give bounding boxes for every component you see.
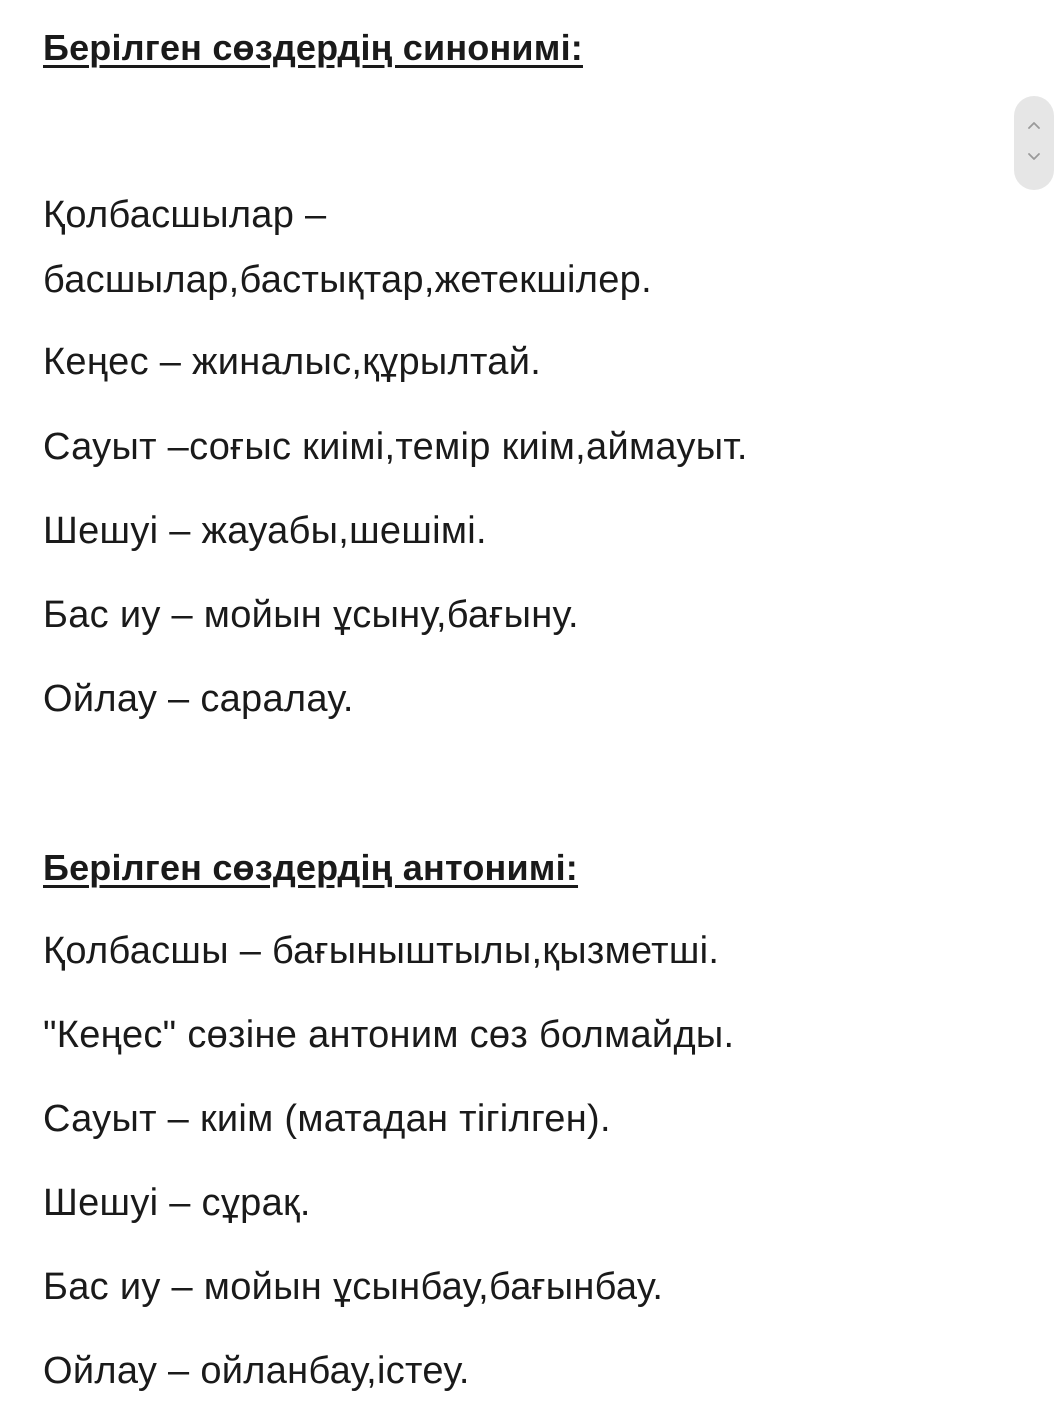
antonym-line-3: Сауыт – киім (матадан тігілген). bbox=[43, 1098, 611, 1140]
chevron-up-icon bbox=[1027, 120, 1041, 130]
antonym-line-1: Қолбасшы – бағыныштылы,қызметші. bbox=[43, 930, 720, 972]
synonym-line-7: Ойлау – саралау. bbox=[43, 678, 354, 720]
chevron-down-icon bbox=[1027, 152, 1041, 162]
antonym-line-5: Бас иу – мойын ұсынбау,бағынбау. bbox=[43, 1266, 664, 1308]
synonym-line-3: Кеңес – жиналыс,құрылтай. bbox=[43, 341, 542, 383]
antonym-line-2: "Кеңес" сөзіне антоним сөз болмайды. bbox=[43, 1014, 735, 1056]
scroll-widget bbox=[1014, 96, 1054, 190]
antonyms-heading: Берілген сөздердің антонимі: bbox=[43, 847, 579, 888]
antonym-line-4: Шешуі – сұрақ. bbox=[43, 1182, 311, 1224]
scroll-down-button[interactable] bbox=[1014, 142, 1054, 172]
synonym-line-6: Бас иу – мойын ұсыну,бағыну. bbox=[43, 594, 579, 636]
synonym-line-5: Шешуі – жауабы,шешімі. bbox=[43, 510, 487, 552]
scroll-up-button[interactable] bbox=[1014, 110, 1054, 140]
synonym-line-4: Сауыт –соғыс киімі,темір киім,аймауыт. bbox=[43, 426, 748, 468]
antonym-line-6: Ойлау – ойланбау,істеу. bbox=[43, 1350, 470, 1392]
synonym-line-2: басшылар,бастықтар,жетекшілер. bbox=[43, 259, 652, 301]
synonyms-heading: Берілген сөздердің синонимі: bbox=[43, 27, 583, 68]
synonym-line-1: Қолбасшылар – bbox=[43, 194, 327, 236]
